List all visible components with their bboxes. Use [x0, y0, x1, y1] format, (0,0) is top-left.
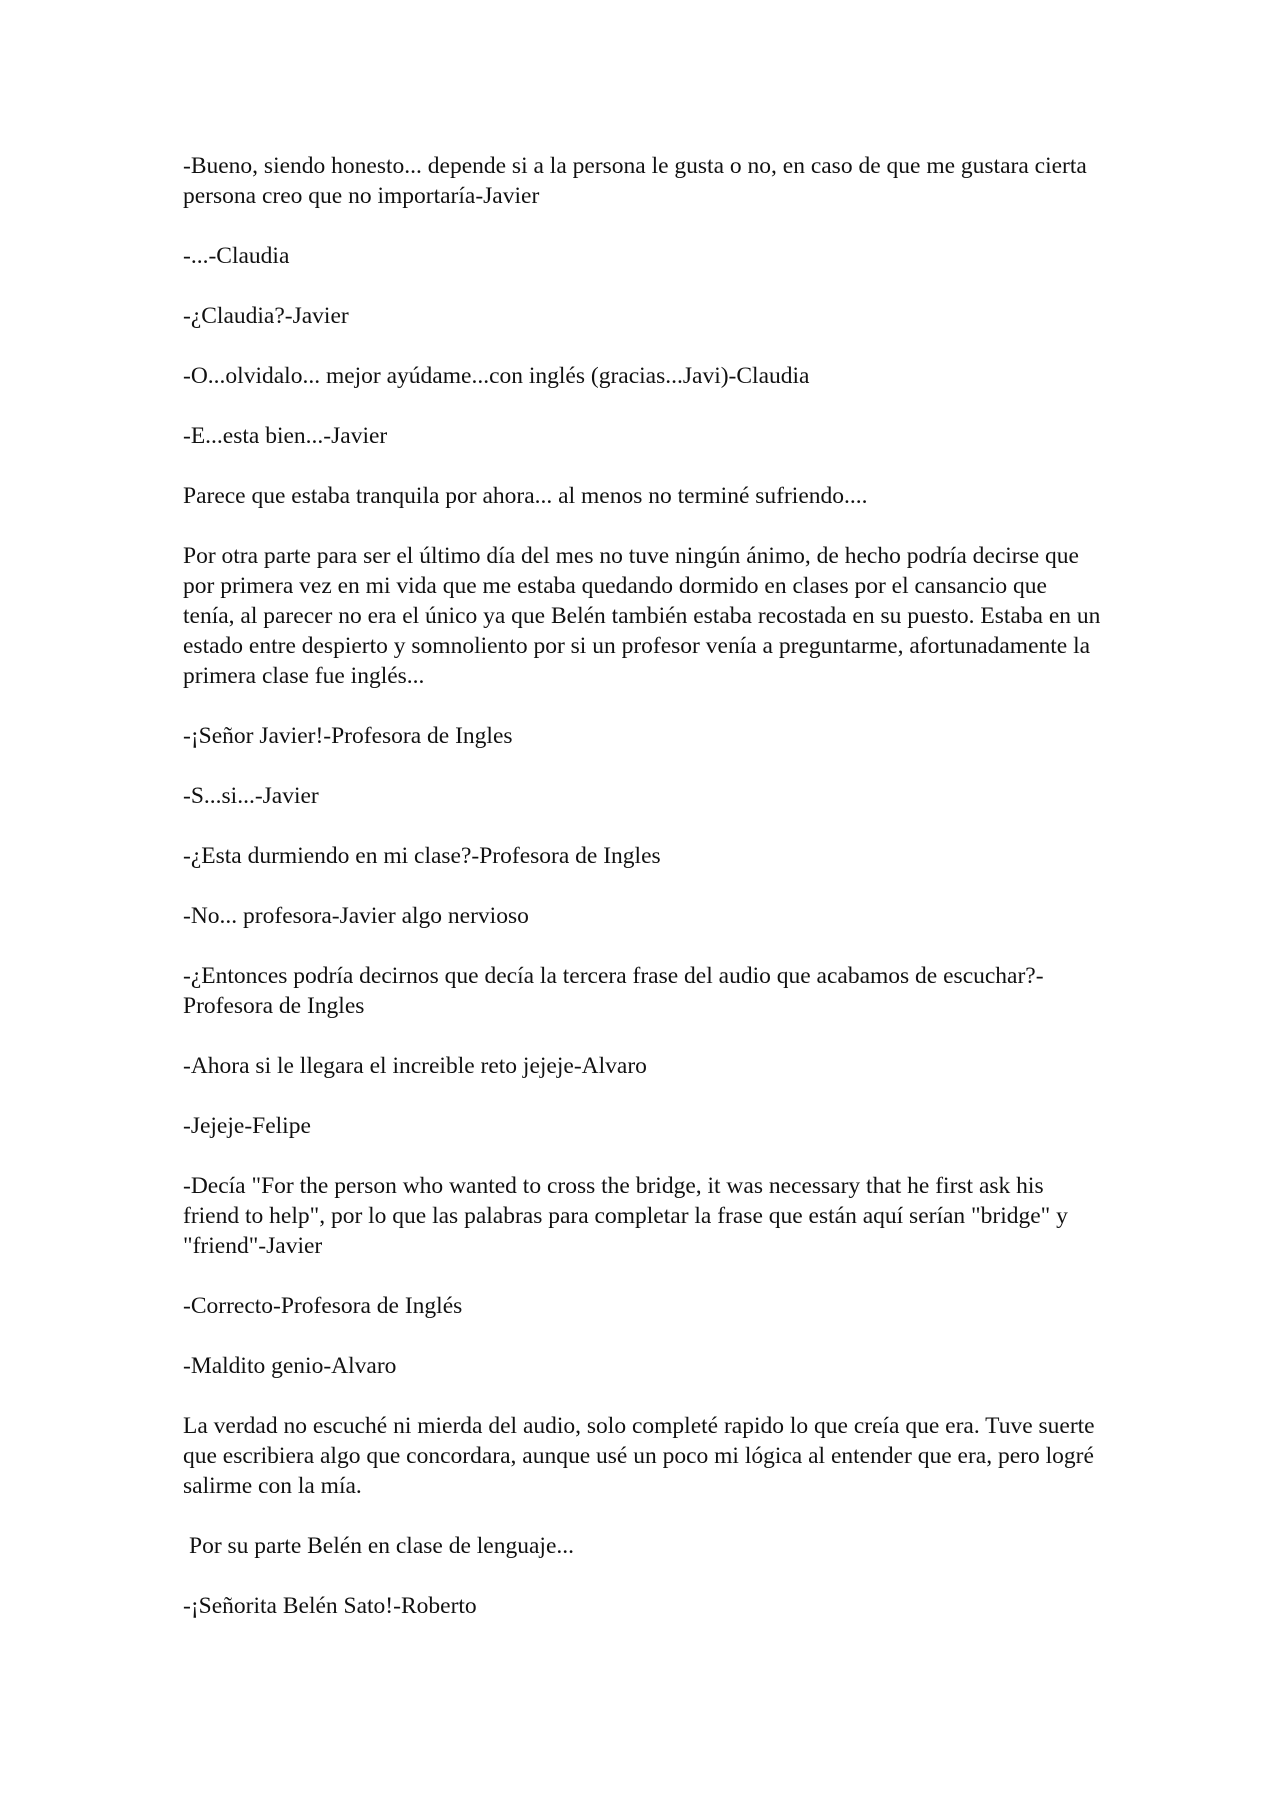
paragraph-14: -Jejeje-Felipe — [183, 1113, 311, 1139]
paragraph-1: -Bueno, siendo honesto... depende si a la persona le gusta o no, en caso de que me gustara cierta persona creo que no importaría-Javier — [183, 153, 1093, 209]
paragraph-9: -S...si...-Javier — [183, 783, 319, 809]
paragraph-20: -¡Señorita Belén Sato!-Roberto — [183, 1593, 477, 1619]
paragraph-2: -...-Claudia — [183, 243, 290, 269]
document-page — [183, 151, 1107, 1651]
paragraph-19: Por su parte Belén en clase de lenguaje... — [189, 1533, 574, 1559]
paragraph-12: -¿Entonces podría decirnos que decía la tercera frase del audio que acabamos de escuchar?-Profesora de Ingles — [183, 963, 1044, 1019]
paragraph-7: Por otra parte para ser el último día del mes no tuve ningún ánimo, de hecho podría decirse que por primera vez en mi vida que me estaba quedando dormido en clases por el cansancio que tenía, al parecer no era el único ya que Belén también estaba recostada en su puesto. Estaba en un estado entre despierto y somnoliento por si un profesor venía a preguntarme, afortunadamente la primera clase fue inglés... — [183, 543, 1107, 689]
paragraph-4: -O...olvidalo... mejor ayúdame...con inglés (gracias...Javi)-Claudia — [183, 363, 810, 389]
paragraph-18: La verdad no escuché ni mierda del audio, solo completé rapido lo que creía que era. Tuve suerte que escribiera algo que concordara, aunque usé un poco mi lógica al entender que era, pero logré salirme con la mía. — [183, 1413, 1101, 1499]
paragraph-11: -No... profesora-Javier algo nervioso — [183, 903, 529, 929]
paragraph-5: -E...esta bien...-Javier — [183, 423, 388, 449]
paragraph-17: -Maldito genio-Alvaro — [183, 1353, 397, 1379]
paragraph-8: -¡Señor Javier!-Profesora de Ingles — [183, 723, 513, 749]
paragraph-16: -Correcto-Profesora de Inglés — [183, 1293, 463, 1319]
paragraph-13: -Ahora si le llegara el increible reto jejeje-Alvaro — [183, 1053, 647, 1079]
paragraph-15: -Decía "For the person who wanted to cross the bridge, it was necessary that he first ask his friend to help", por lo que las palabras para completar la frase que están aquí serían "bridge" y "friend"-Javier — [183, 1173, 1074, 1259]
paragraph-3: -¿Claudia?-Javier — [183, 303, 349, 329]
paragraph-6: Parece que estaba tranquila por ahora... al menos no terminé sufriendo.... — [183, 483, 868, 509]
paragraph-10: -¿Esta durmiendo en mi clase?-Profesora de Ingles — [183, 843, 661, 869]
